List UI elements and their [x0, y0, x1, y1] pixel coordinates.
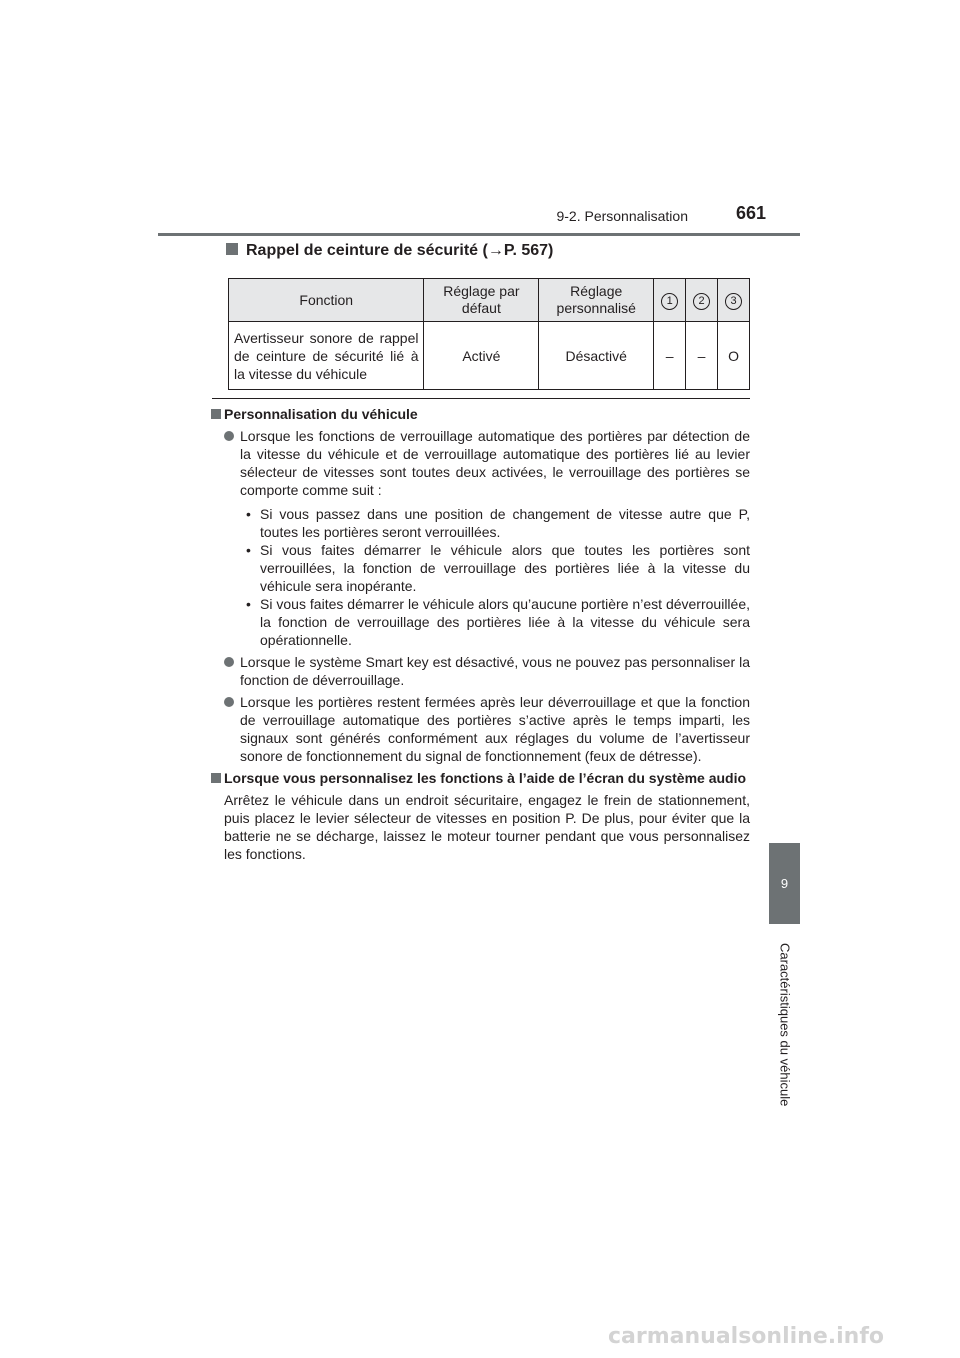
square-bullet-icon [211, 773, 221, 783]
cell-function: Avertisseur sonore de rappel de ceinture de sécurité lié à la vitesse du véhicule [229, 322, 424, 390]
header-col-3 [718, 279, 750, 322]
sub-list-item [240, 541, 750, 595]
chapter-tab [769, 843, 800, 924]
list-item [224, 427, 750, 499]
notes-separator [212, 398, 750, 399]
header-col-2 [686, 279, 718, 322]
circle-bullet-icon [224, 431, 234, 441]
square-bullet-icon [226, 243, 238, 255]
section-title [226, 242, 553, 260]
cell-col-2: – [686, 322, 718, 390]
header-default-text: Réglage par défaut [443, 283, 520, 316]
dot-bullet-icon: • [246, 596, 251, 612]
sub-list-item [240, 595, 750, 649]
header-custom-text: Réglage personnalisé [556, 283, 636, 316]
notes-heading-vehicle [210, 405, 750, 423]
sub-list [210, 505, 750, 649]
circled-2-icon: 2 [693, 293, 710, 310]
circle-bullet-icon [224, 657, 234, 667]
dot-bullet-icon: • [246, 506, 251, 522]
list-item-text: Lorsque le système Smart key est désactivé, vous ne pouvez pas personnaliser la fonction de déverrouillage. [240, 654, 750, 688]
list-item-text: Lorsque les portières restent fermées après leur déverrouillage et que la fonction de verrouillage automatique des portières s’active après le temps imparti, les signaux sont générés conformément aux réglages du volume de l’avertisseur sonore de fonctionnement du signal de fonctionnement (feux de détresse). [240, 694, 750, 764]
chapter-title: Caractéristiques du véhicule [777, 943, 793, 1107]
circled-1-icon: 1 [661, 293, 678, 310]
watermark: carmanualsonline.info [608, 1324, 884, 1349]
header-rule [158, 233, 800, 236]
page-number: 661 [735, 203, 766, 223]
notes-heading-audio [210, 769, 750, 787]
notes-heading-text: Lorsque vous personnalisez les fonctions à l’aide de l’écran du système audio [224, 770, 747, 786]
circle-bullet-icon [224, 697, 234, 707]
list-item [224, 693, 750, 765]
dot-bullet-icon: • [246, 542, 251, 558]
list-item [224, 653, 750, 689]
list-item-text: Lorsque les fonctions de verrouillage automatique des portières par détection de la vitesse du véhicule et de verrouillage automatique des portières lié au levier sélecteur de vitesses sont toutes deux activées, le verrouillage des portières se comporte comme suit : [240, 428, 750, 498]
chapter-title-wrap [771, 930, 799, 1120]
chapter-number: 9 [780, 876, 789, 891]
sub-item-text: Si vous faites démarrer le véhicule alors qu’aucune portière n’est déverrouillée, la fonction de verrouillage des portières liée à la vitesse du véhicule sera opérationnelle. [260, 596, 750, 648]
notes-heading-text: Personnalisation du véhicule [224, 406, 418, 422]
table-header-row [229, 279, 750, 322]
settings-table [228, 278, 750, 390]
cell-custom: Désactivé [539, 322, 654, 390]
section-title-text: Rappel de ceinture de sécurité (→P. 567) [246, 242, 554, 259]
header-custom [539, 279, 654, 322]
sub-item-text: Si vous passez dans une position de changement de vitesse autre que P, toutes les portières seront verrouillées. [260, 506, 750, 540]
notes-paragraph: Arrêtez le véhicule dans un endroit sécuritaire, engagez le frein de stationnement, puis placez le levier sélecteur de vitesses en position P. De plus, pour éviter que la batterie ne se décharge, laissez le moteur tourner pendant que vous personnalisez les fonctions. [224, 792, 750, 862]
table-row [229, 322, 750, 390]
header-function: Fonction [229, 279, 424, 322]
sub-item-text: Si vous faites démarrer le véhicule alors que toutes les portières sont verrouillées, la fonction de verrouillage des portières liée à la vitesse du véhicule sera inopérante. [260, 542, 750, 594]
cell-col-3: O [718, 322, 750, 390]
square-bullet-icon [211, 409, 221, 419]
cell-col-1: – [654, 322, 686, 390]
cell-default: Activé [424, 322, 539, 390]
circled-3-icon: 3 [725, 293, 742, 310]
header-col-1 [654, 279, 686, 322]
notes-section [210, 404, 750, 863]
header-section-title: 9-2. Personnalisation [556, 208, 688, 224]
header-default [424, 279, 539, 322]
sub-list-item [240, 505, 750, 541]
